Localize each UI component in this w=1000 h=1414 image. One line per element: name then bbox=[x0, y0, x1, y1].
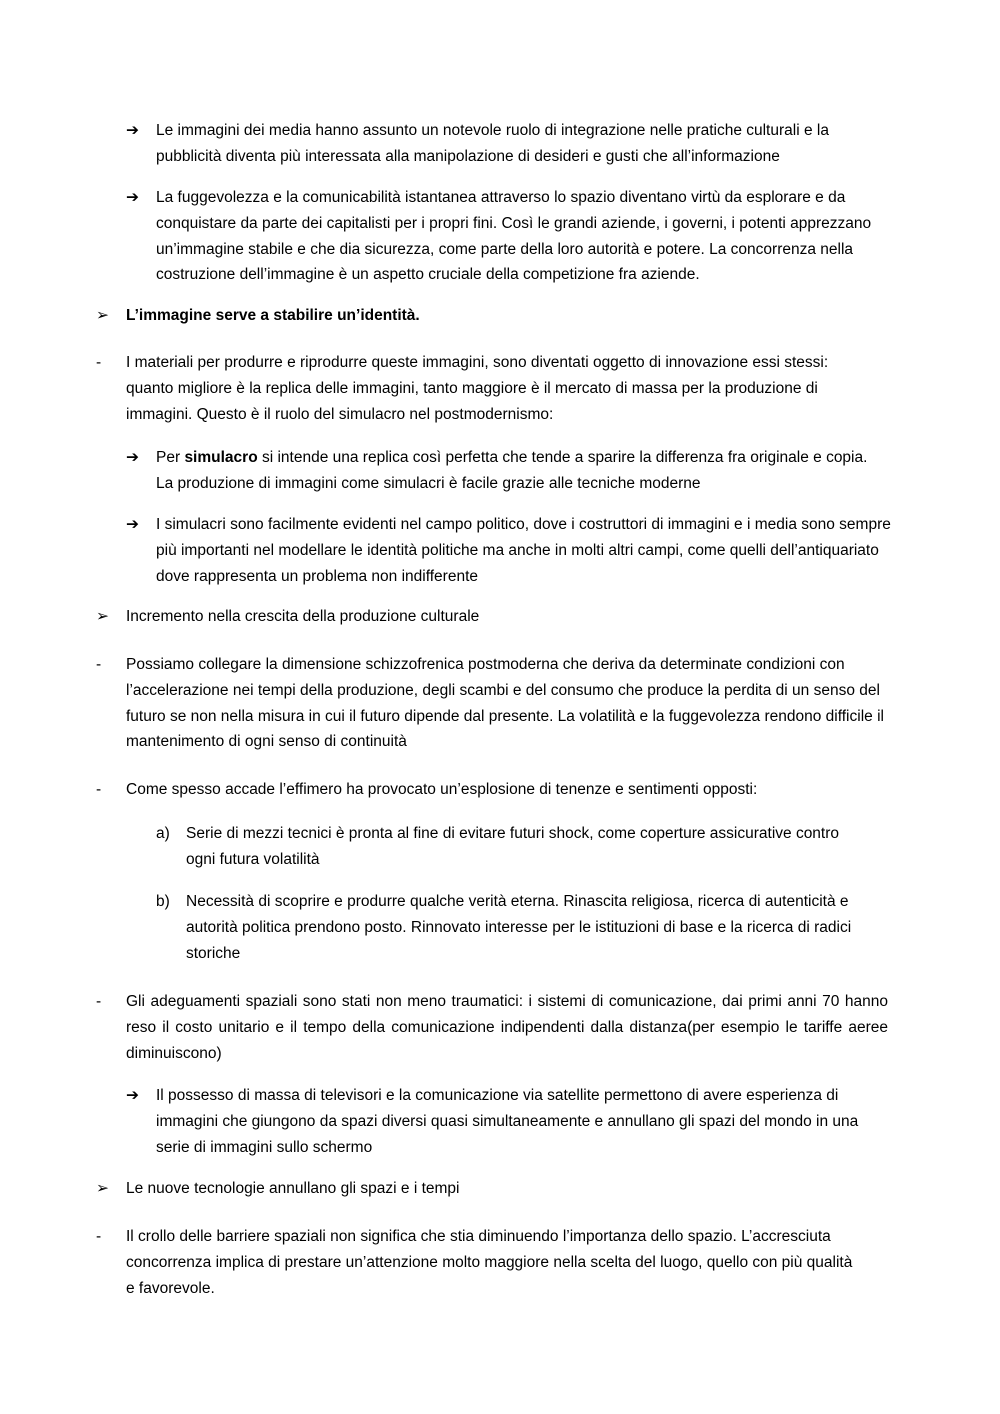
arrow-bullet-icon: ➔ bbox=[126, 122, 139, 139]
arrow-bullet-icon: ➔ bbox=[126, 1087, 139, 1104]
arrow-bullet-icon: ➔ bbox=[126, 449, 139, 466]
dash-bullet-icon: - bbox=[96, 781, 102, 798]
paragraph: Possiamo collegare la dimensione schizzofrenica postmoderna che deriva da determinate condizioni con l’accelerazione nei tempi della produzione, degli scambi e del consumo che produce la perdita di un senso del futuro se non nella misura in cui il futuro dipende dal presente. La volatilità e la fuggevolezza rendono difficile il mantenimento di ogni senso di continuità bbox=[126, 656, 884, 751]
sub-point: I simulacri sono facilmente evidenti nel campo politico, dove i costruttori di immagini e i media sono sempre più importanti nel modellare le identità politiche ma anche in molti altri campi, come quelli dell’antiquariato dove rappresenta un problema non indifferente bbox=[156, 516, 891, 585]
triangle-bullet-icon: ➢ bbox=[96, 307, 109, 324]
sub-point: Le immagini dei media hanno assunto un notevole ruolo di integrazione nelle pratiche culturali e la pubblicità diventa più interessata alla manipolazione di desideri e gusti che all’informazione bbox=[156, 122, 829, 165]
dash-bullet-icon: - bbox=[96, 656, 102, 673]
heading-point: Le nuove tecnologie annullano gli spazi e i tempi bbox=[126, 1180, 460, 1197]
sub-point: La fuggevolezza e la comunicabilità istantanea attraverso lo spazio diventano virtù da esplorare e da conquistare da parte dei capitalisti per i propri fini. Così le grandi aziende, i governi, i potenti apprezzano un’immagine stabile e che dia sicurezza, come parte della loro autorità e potere. La concorrenza nella costruzione dell’immagine è un aspetto cruciale della competizione fra aziende. bbox=[156, 189, 872, 284]
triangle-bullet-icon: ➢ bbox=[96, 608, 109, 625]
heading-point: L’immagine serve a stabilire un’identità. bbox=[126, 307, 420, 324]
arrow-bullet-icon: ➔ bbox=[126, 516, 139, 533]
text-fragment: Per bbox=[156, 449, 185, 466]
arrow-bullet-icon: ➔ bbox=[126, 189, 139, 206]
paragraph: Come spesso accade l’effimero ha provocato un’esplosione di tenenze e sentimenti opposti: bbox=[126, 781, 758, 798]
sub-point: Serie di mezzi tecnici è pronta al fine di evitare futuri shock, come coperture assicurative contro ogni futura volatilità bbox=[186, 825, 840, 868]
triangle-bullet-icon: ➢ bbox=[96, 1180, 109, 1197]
dash-bullet-icon: - bbox=[96, 354, 102, 371]
list-letter-a: a) bbox=[156, 825, 170, 842]
dash-bullet-icon: - bbox=[96, 1228, 102, 1245]
sub-point: Necessità di scoprire e produrre qualche verità eterna. Rinascita religiosa, ricerca di autenticità e autorità politica prendono posto. Rinnovato interesse per le istituzioni di base e la ricerca di radici storiche bbox=[186, 893, 852, 962]
sub-point: Il possesso di massa di televisori e la comunicazione via satellite permettono di avere esperienza di immagini che giungono da spazi diversi quasi simultaneamente e annullano gli spazi del mondo in una serie di immagini sullo schermo bbox=[156, 1087, 859, 1156]
heading-point: Incremento nella crescita della produzione culturale bbox=[126, 608, 480, 625]
paragraph: I materiali per produrre e riprodurre queste immagini, sono diventati oggetto di innovazione essi stessi: quanto migliore è la replica delle immagini, tanto maggiore è il mercato di massa per la produzione di immagini. Questo è il ruolo del simulacro nel postmodernismo: bbox=[126, 354, 829, 423]
text-fragment: si intende una replica così perfetta che tende a sparire la differenza fra originale e copia. La produzione di immagini come simulacri è facile grazie alle tecniche moderne bbox=[156, 449, 868, 492]
bold-term: simulacro bbox=[184, 449, 258, 466]
list-letter-b: b) bbox=[156, 893, 170, 910]
dash-bullet-icon: - bbox=[96, 993, 102, 1010]
paragraph: Il crollo delle barriere spaziali non significa che stia diminuendo l’importanza dello spazio. L’accresciuta concorrenza implica di prestare un’attenzione molto maggiore nella scelta del luogo, quello con più qualità e favorevole. bbox=[126, 1228, 853, 1297]
paragraph: Gli adeguamenti spaziali sono stati non meno traumatici: i sistemi di comunicazione, dai primi anni 70 hanno reso il costo unitario e il tempo della comunicazione indipendenti dalla distanza(per esempio le tariffe aeree diminuiscono) bbox=[126, 993, 888, 1062]
sub-point bbox=[156, 445, 868, 497]
